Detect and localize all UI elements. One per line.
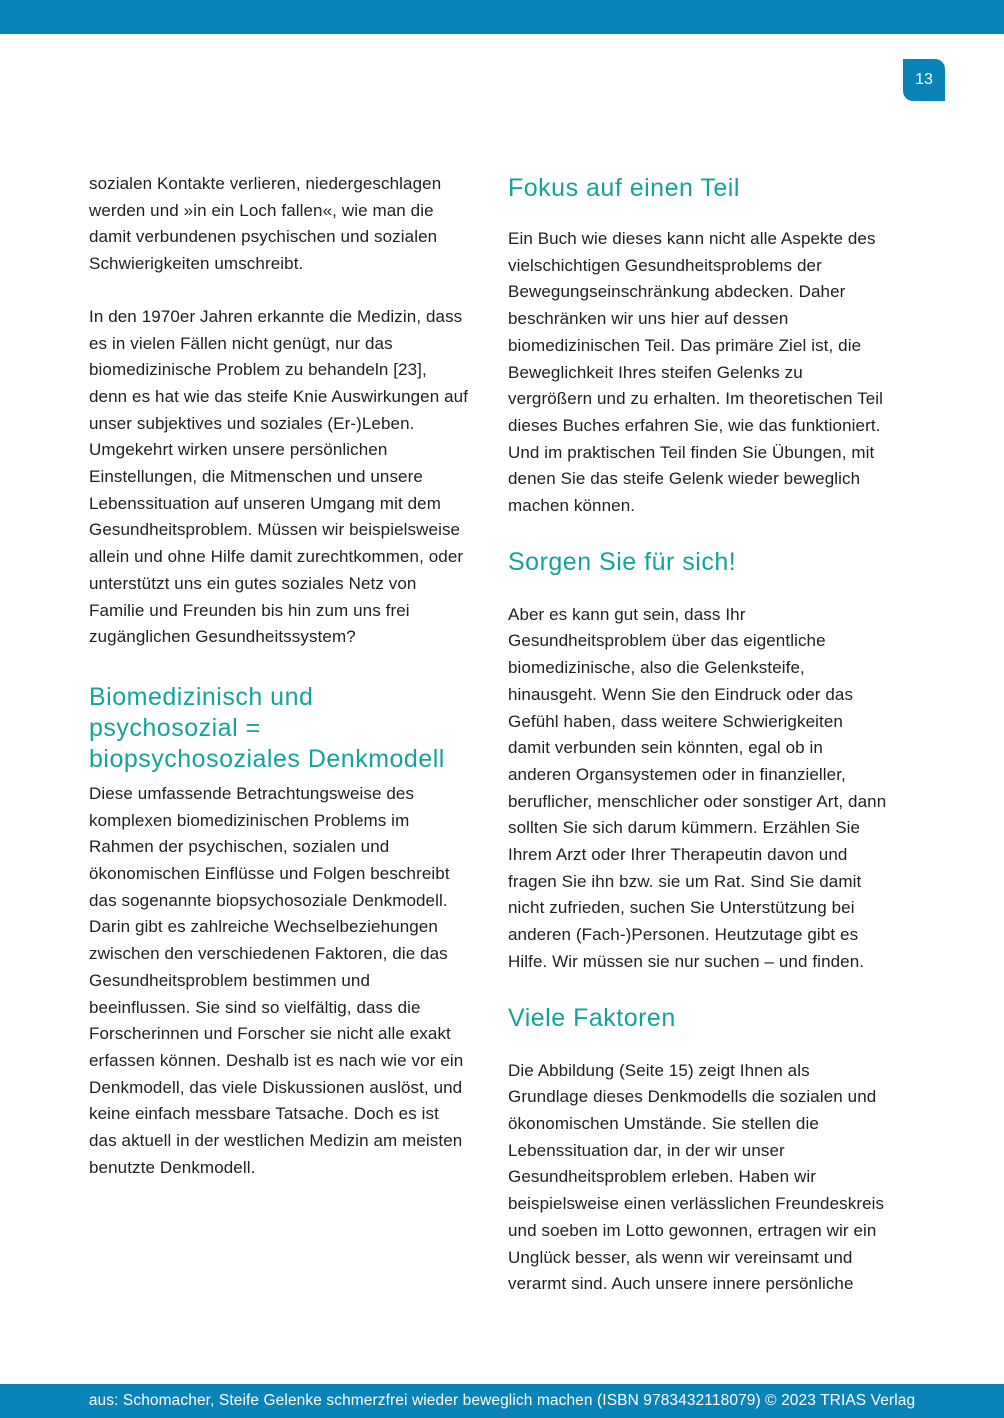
right-paragraph-1: Ein Buch wie dieses kann nicht alle Aspekte des vielschichtigen Gesundheitsproblems der Bewegungseinschränkung abdecken. Daher beschränken wir uns hier auf dessen biomedizinischen Teil. Das primäre Ziel ist, die Beweglichkeit Ihres steifen Gelenks zu vergrößern und zu erhalten. Im theoretischen Teil dieses Buches erfahren Sie, wie das funktioniert. Und im praktischen Teil finden Sie Übungen, mit denen Sie das steife Gelenk wieder beweglich machen können. xyxy=(508,229,884,516)
page-number-badge: 13 xyxy=(903,59,945,101)
right-paragraph-3: Die Abbildung (Seite 15) zeigt Ihnen als Grundlage dieses Denkmodells die sozialen und ökonomischen Umstände. Sie stellen die Lebenssituation dar, in der wir unser Gesundheitsproblem erleben. Haben wir beispielsweise einen verlässlichen Freundeskreis und soeben im Lotto gewonnen, ertragen wir ein Unglück besser, als wenn wir vereinsamt und verarmt sind. Auch unsere innere persönliche xyxy=(508,1060,885,1294)
left-column xyxy=(89,171,469,1182)
left-paragraph-2: In den 1970er Jahren erkannte die Medizin, dass es in vielen Fällen nicht genügt, nur das biomedizinische Problem zu behandeln [23], denn es hat wie das steife Knie Auswirkungen auf unser subjektives und soziales (Er-)Leben. Umgekehrt wirken unsere persönlichen Einstellungen, die Mitmenschen und unsere Lebenssituation auf unseren Umgang mit dem Gesundheitsproblem. Müssen wir beispielsweise allein und ohne Hilfe damit zurechtkommen, oder unterstützt uns ein gutes soziales Netz von Familie und Freunden bis hin zum uns frei zugänglichen Gesundheitssystem? xyxy=(89,306,469,647)
left-paragraph-3: Diese umfassende Betrachtungsweise des komplexen biomedizinischen Problems im Rahmen der psychischen, sozialen und ökonomischen Einflüsse und Folgen beschreibt das sogenannte biopsychosoziale Denkmodell. Darin gibt es zahlreiche Wechselbeziehungen zwischen den verschiedenen Faktoren, die das Gesundheitsproblem bestimmen und beeinflussen. Sie sind so vielfältig, dass die Forscherinnen und Forscher sie nicht alle exakt erfassen können. Deshalb ist es nach wie vor ein Denkmodell, das viele Diskussionen auslöst, und keine einfach messbare Tatsache. Doch es ist das aktuell in der westlichen Medizin am meisten benutzte Denkmodell. xyxy=(89,783,464,1177)
section-heading-care: Sorgen Sie für sich! xyxy=(508,547,737,576)
section-heading-biopsychosocial: Biomedizinisch und psychosozial = biopsychosoziales Denkmodell xyxy=(89,682,445,773)
section-heading-focus: Fokus auf einen Teil xyxy=(508,174,740,202)
top-header-bar xyxy=(0,0,1004,34)
right-column xyxy=(508,171,888,1298)
left-paragraph-1: sozialen Kontakte verlieren, niedergeschlagen werden und »in ein Loch fallen«, wie man die damit verbundenen psychischen und sozialen Schwierigkeiten umschreibt. xyxy=(89,174,442,274)
right-paragraph-2: Aber es kann gut sein, dass Ihr Gesundheitsproblem über das eigentliche biomedizinische, also die Gelenksteife, hinausgeht. Wenn Sie den Eindruck oder das Gefühl haben, dass weitere Schwierigkeiten damit verbunden sein könnten, egal ob in anderen Organsystemen oder in finanzieller, beruflicher, menschlicher oder sonstiger Art, dann sollten Sie sich darum kümmern. Erzählen Sie Ihrem Arzt oder Ihrer Therapeutin davon und fragen Sie ihn bzw. sie um Rat. Sind Sie damit nicht zufrieden, suchen Sie Unterstützung bei anderen (Fach-)Personen. Heutzutage gibt es Hilfe. Wir müssen sie nur suchen – und finden. xyxy=(508,604,887,971)
footer-citation: aus: Schomacher, Steife Gelenke schmerzfrei wieder beweglich machen (ISBN 9783432118079) © 2023 TRIAS Verlag xyxy=(0,1384,1004,1418)
section-heading-factors: Viele Faktoren xyxy=(508,1003,676,1032)
